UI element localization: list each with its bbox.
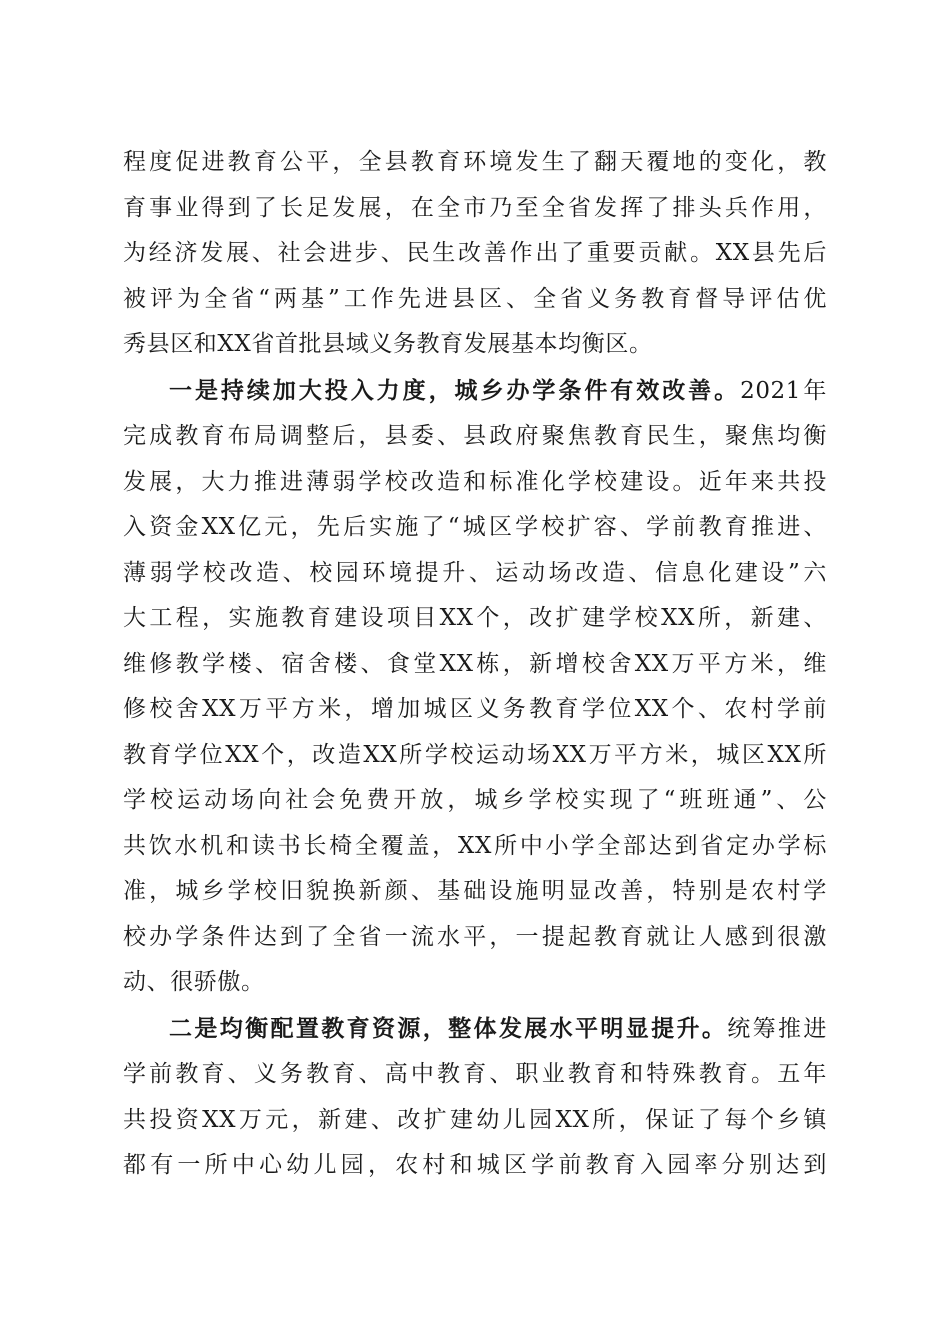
text-line: 育事业得到了长足发展，在全市乃至全省发挥了排头兵作用， bbox=[123, 194, 827, 221]
paragraph-3 bbox=[123, 1006, 827, 1189]
text-line: 大工程，实施教育建设项目XX个，改扩建学校XX所，新建、 bbox=[123, 605, 827, 631]
text-line: 程度促进教育公平，全县教育环境发生了翻天覆地的变化，教 bbox=[123, 149, 827, 175]
text-fragment: 统筹推进 bbox=[727, 1015, 827, 1042]
text-line: 修校舍XX万平方米，增加城区义务教育学位XX个、农村学前 bbox=[123, 696, 827, 722]
text-line: 共饮水机和读书长椅全覆盖，XX所中小学全部达到省定办学标 bbox=[123, 832, 827, 859]
text-line: 为经济发展、社会进步、民生改善作出了重要贡献。XX县先后 bbox=[123, 240, 827, 266]
text-line: 学前教育、义务教育、高中教育、职业教育和特殊教育。五年 bbox=[123, 1061, 827, 1087]
text-line: 维修教学楼、宿舍楼、食堂XX栋，新增校舍XX万平方米，维 bbox=[123, 650, 827, 677]
text-line: 校办学条件达到了全省一流水平，一提起教育就让人感到很激 bbox=[123, 923, 827, 950]
text-line: 薄弱学校改造、校园环境提升、运动场改造、信息化建设”六 bbox=[123, 559, 827, 586]
text-line: 入资金XX亿元，先后实施了“城区学校扩容、学前教育推进、 bbox=[123, 514, 827, 540]
text-line: 被评为全省“两基”工作先进县区、全省义务教育督导评估优 bbox=[123, 285, 827, 312]
text-line: 发展，大力推进薄弱学校改造和标准化学校建设。近年来共投 bbox=[123, 468, 827, 495]
text-line: 教育学位XX个，改造XX所学校运动场XX万平方米，城区XX所 bbox=[123, 741, 827, 768]
text-fragment: 2021年 bbox=[740, 377, 827, 404]
paragraph-2 bbox=[123, 368, 827, 1006]
text-line: 都有一所中心幼儿园，农村和城区学前教育入园率分别达到 bbox=[123, 1152, 827, 1178]
text-line: 学校运动场向社会免费开放，城乡学校实现了“班班通”、公 bbox=[123, 787, 827, 813]
text-line: 完成教育布局调整后，县委、县政府聚焦教育民生，聚焦均衡 bbox=[123, 423, 827, 449]
document-page bbox=[123, 140, 827, 1189]
text-line: 动、很骄傲。 bbox=[123, 969, 265, 995]
text-line: 准，城乡学校旧貌换新颜、基础设施明显改善，特别是农村学 bbox=[123, 878, 827, 904]
paragraph-first-line bbox=[123, 1006, 827, 1053]
text-line: 秀县区和XX省首批县域义务教育发展基本均衡区。 bbox=[123, 331, 653, 357]
paragraph-first-line bbox=[123, 368, 827, 415]
paragraph-lead-heading: 一是持续加大投入力度，城乡办学条件有效改善。 bbox=[169, 376, 741, 404]
paragraph-1 bbox=[123, 140, 827, 368]
text-line: 共投资XX万元，新建、改扩建幼儿园XX所，保证了每个乡镇 bbox=[123, 1106, 827, 1133]
paragraph-lead-heading: 二是均衡配置教育资源，整体发展水平明显提升。 bbox=[169, 1014, 728, 1042]
